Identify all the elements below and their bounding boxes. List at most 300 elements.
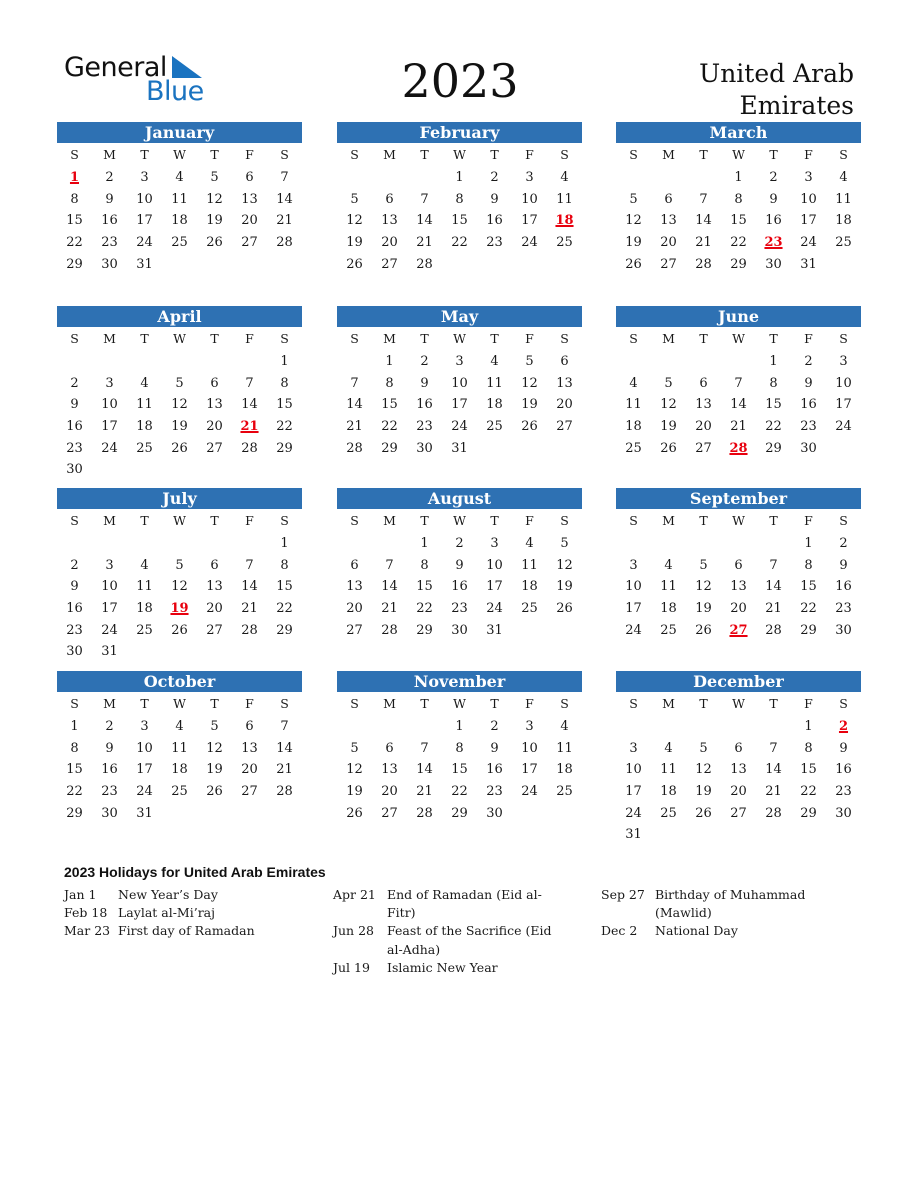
day-cell: 20 — [381, 235, 398, 251]
day-cell: 3 — [839, 354, 848, 369]
day-cell: 1 — [280, 536, 289, 551]
day-cell: 4 — [664, 557, 673, 573]
day-cell: 30 — [416, 440, 433, 456]
day-cell: 12 — [695, 579, 712, 595]
day-cell: 17 — [521, 213, 538, 229]
day-cell: 26 — [695, 622, 712, 638]
day-cell: 15 — [765, 397, 782, 413]
day-cell: 11 — [835, 191, 852, 207]
empty-cell — [127, 351, 162, 373]
day-cell: 8 — [804, 740, 813, 756]
day-cell: 23 — [486, 235, 503, 251]
day-cell: 31 — [451, 440, 468, 456]
day-cell: 3 — [629, 740, 638, 756]
holiday-date: Mar 23 — [64, 923, 111, 939]
logo-text-general: General — [64, 52, 167, 83]
general-blue-logo — [64, 50, 214, 110]
day-cell: 26 — [660, 440, 677, 456]
month-header: October — [57, 671, 302, 692]
empty-cell — [372, 716, 407, 738]
weekday-label: W — [453, 696, 466, 711]
holiday-name: First day of Ramadan — [118, 923, 255, 939]
day-cell: 26 — [556, 601, 573, 617]
day-cell: 24 — [451, 419, 468, 435]
empty-cell — [232, 533, 267, 555]
empty-cell — [372, 167, 407, 189]
empty-cell — [651, 167, 686, 189]
day-cell: 22 — [800, 784, 817, 800]
day-cell: 23 — [66, 622, 83, 638]
day-cell: 15 — [800, 579, 817, 595]
day-cell: 12 — [346, 762, 363, 778]
weekday-label: T — [210, 331, 219, 346]
day-cell: 19 — [346, 235, 363, 251]
holiday-date: Feb 18 — [64, 905, 108, 921]
day-cell: 13 — [660, 213, 677, 229]
empty-cell — [686, 351, 721, 373]
day-cell: 7 — [245, 375, 254, 391]
weekday-label: M — [383, 147, 396, 162]
month-september — [616, 488, 861, 641]
weekday-label: T — [210, 696, 219, 711]
day-cell: 29 — [800, 622, 817, 638]
empty-cell — [651, 351, 686, 373]
day-cell: 7 — [420, 191, 429, 207]
weekday-label: F — [804, 147, 813, 162]
month-october — [57, 671, 302, 824]
weekday-label: M — [662, 513, 675, 528]
day-cell: 4 — [490, 354, 499, 369]
day-cell: 26 — [346, 256, 363, 272]
day-cell: 11 — [660, 762, 677, 778]
day-cell: 14 — [765, 762, 782, 778]
day-cell: 6 — [210, 375, 219, 391]
day-cell: 9 — [490, 191, 499, 207]
month-days-grid — [57, 327, 302, 481]
day-cell: 16 — [66, 601, 83, 617]
day-cell: 9 — [804, 375, 813, 391]
weekday-label: S — [350, 331, 359, 346]
empty-cell — [232, 351, 267, 373]
month-november — [337, 671, 582, 824]
day-cell: 31 — [136, 256, 153, 272]
day-cell: 18 — [171, 213, 188, 229]
day-cell: 3 — [455, 354, 464, 369]
day-cell: 28 — [695, 256, 712, 272]
day-cell: 22 — [66, 235, 83, 251]
holiday-day-cell: 23 — [764, 235, 783, 251]
empty-cell — [337, 716, 372, 738]
empty-cell — [57, 351, 92, 373]
day-cell: 11 — [660, 579, 677, 595]
holiday-day-cell: 28 — [729, 440, 748, 456]
day-cell: 14 — [241, 397, 258, 413]
day-cell: 3 — [629, 557, 638, 573]
day-cell: 2 — [804, 354, 813, 369]
day-cell: 6 — [560, 354, 569, 369]
day-cell: 27 — [241, 784, 258, 800]
month-january — [57, 122, 302, 275]
day-cell: 17 — [625, 784, 642, 800]
weekday-label: W — [453, 147, 466, 162]
empty-cell — [197, 351, 232, 373]
day-cell: 7 — [769, 557, 778, 573]
day-cell: 1 — [70, 719, 79, 734]
weekday-label: S — [280, 331, 289, 346]
day-cell: 15 — [451, 213, 468, 229]
day-cell: 4 — [140, 375, 149, 391]
day-cell: 30 — [101, 805, 118, 821]
holidays-title: 2023 Holidays for United Arab Emirates — [64, 864, 326, 880]
day-cell: 8 — [385, 375, 394, 391]
day-cell: 8 — [280, 557, 289, 573]
day-cell: 16 — [66, 419, 83, 435]
day-cell: 8 — [734, 191, 743, 207]
day-cell: 30 — [800, 440, 817, 456]
empty-cell — [686, 533, 721, 555]
weekday-label: T — [420, 147, 429, 162]
day-cell: 20 — [695, 419, 712, 435]
empty-cell — [337, 351, 372, 373]
day-cell: 21 — [765, 784, 782, 800]
day-cell: 27 — [381, 805, 398, 821]
day-cell: 21 — [276, 213, 293, 229]
day-cell: 9 — [70, 579, 79, 595]
day-cell: 9 — [420, 375, 429, 391]
weekday-label: T — [210, 513, 219, 528]
day-cell: 18 — [625, 419, 642, 435]
empty-cell — [57, 533, 92, 555]
day-cell: 6 — [734, 557, 743, 573]
weekday-label: W — [453, 513, 466, 528]
day-cell: 22 — [276, 419, 293, 435]
weekday-label: F — [245, 147, 254, 162]
day-cell: 18 — [136, 419, 153, 435]
weekday-label: S — [629, 696, 638, 711]
day-cell: 12 — [660, 397, 677, 413]
day-cell: 9 — [105, 191, 114, 207]
day-cell: 10 — [451, 375, 468, 391]
day-cell: 3 — [140, 719, 149, 734]
day-cell: 4 — [525, 536, 534, 551]
month-header: June — [616, 306, 861, 327]
day-cell: 3 — [525, 719, 534, 734]
weekday-label: M — [662, 696, 675, 711]
weekday-label: T — [140, 513, 149, 528]
day-cell: 5 — [175, 557, 184, 573]
weekday-label: T — [420, 331, 429, 346]
day-cell: 6 — [210, 557, 219, 573]
day-cell: 18 — [660, 784, 677, 800]
holiday-date: Dec 2 — [601, 923, 638, 939]
day-cell: 23 — [486, 784, 503, 800]
day-cell: 10 — [800, 191, 817, 207]
day-cell: 9 — [839, 557, 848, 573]
day-cell: 11 — [136, 579, 153, 595]
day-cell: 8 — [455, 191, 464, 207]
day-cell: 28 — [346, 440, 363, 456]
day-cell: 17 — [800, 213, 817, 229]
day-cell: 24 — [800, 235, 817, 251]
month-header: September — [616, 488, 861, 509]
day-cell: 4 — [175, 170, 184, 185]
holiday-entry — [64, 886, 298, 904]
holiday-entry — [333, 886, 567, 922]
day-cell: 11 — [171, 740, 188, 756]
day-cell: 29 — [416, 622, 433, 638]
day-cell: 22 — [416, 601, 433, 617]
day-cell: 10 — [486, 557, 503, 573]
holiday-entry — [333, 959, 567, 977]
day-cell: 14 — [381, 579, 398, 595]
holiday-day-cell: 1 — [69, 170, 80, 185]
weekday-label: T — [490, 513, 499, 528]
day-cell: 14 — [276, 740, 293, 756]
weekday-label: T — [769, 513, 778, 528]
day-cell: 17 — [625, 601, 642, 617]
weekday-label: W — [173, 696, 186, 711]
weekday-label: S — [629, 513, 638, 528]
day-cell: 25 — [136, 440, 153, 456]
day-cell: 3 — [140, 170, 149, 185]
month-june — [616, 306, 861, 459]
day-cell: 23 — [416, 419, 433, 435]
weekday-label: T — [769, 696, 778, 711]
holiday-day-cell: 19 — [170, 601, 189, 617]
month-header: December — [616, 671, 861, 692]
day-cell: 23 — [66, 440, 83, 456]
day-cell: 28 — [765, 622, 782, 638]
day-cell: 9 — [70, 397, 79, 413]
weekday-label: F — [245, 331, 254, 346]
weekday-label: S — [839, 696, 848, 711]
day-cell: 31 — [800, 256, 817, 272]
day-cell: 22 — [800, 601, 817, 617]
day-cell: 18 — [171, 762, 188, 778]
weekday-label: W — [732, 696, 745, 711]
day-cell: 11 — [136, 397, 153, 413]
weekday-label: W — [173, 147, 186, 162]
weekday-label: S — [70, 696, 79, 711]
day-cell: 16 — [101, 213, 118, 229]
day-cell: 3 — [105, 557, 114, 573]
day-cell: 6 — [734, 740, 743, 756]
weekday-label: S — [839, 513, 848, 528]
month-days-grid — [337, 509, 582, 641]
day-cell: 1 — [420, 536, 429, 551]
empty-cell — [721, 351, 756, 373]
day-cell: 25 — [556, 784, 573, 800]
day-cell: 4 — [175, 719, 184, 734]
day-cell: 20 — [730, 601, 747, 617]
holiday-entry — [333, 922, 567, 958]
weekday-label: T — [490, 147, 499, 162]
holiday-name: End of Ramadan (Eid al-Fitr) — [387, 887, 542, 921]
day-cell: 20 — [556, 397, 573, 413]
month-header: July — [57, 488, 302, 509]
weekday-label: T — [140, 696, 149, 711]
day-cell: 30 — [66, 644, 83, 660]
day-cell: 2 — [839, 536, 848, 551]
empty-cell — [756, 716, 791, 738]
day-cell: 6 — [385, 740, 394, 756]
holiday-name: Birthday of Muhammad (Mawlid) — [655, 887, 806, 921]
day-cell: 18 — [486, 397, 503, 413]
empty-cell — [616, 351, 651, 373]
empty-cell — [756, 533, 791, 555]
weekday-label: T — [490, 696, 499, 711]
day-cell: 26 — [206, 235, 223, 251]
day-cell: 15 — [800, 762, 817, 778]
holiday-name: National Day — [655, 923, 738, 939]
day-cell: 4 — [560, 170, 569, 185]
empty-cell — [162, 351, 197, 373]
day-cell: 30 — [101, 256, 118, 272]
day-cell: 1 — [455, 719, 464, 734]
day-cell: 9 — [490, 740, 499, 756]
day-cell: 27 — [660, 256, 677, 272]
day-cell: 7 — [420, 740, 429, 756]
weekday-label: M — [103, 147, 116, 162]
month-days-grid — [337, 327, 582, 459]
day-cell: 27 — [206, 440, 223, 456]
day-cell: 26 — [625, 256, 642, 272]
day-cell: 12 — [206, 740, 223, 756]
day-cell: 14 — [765, 579, 782, 595]
day-cell: 12 — [695, 762, 712, 778]
weekday-label: F — [245, 513, 254, 528]
day-cell: 9 — [839, 740, 848, 756]
day-cell: 10 — [101, 397, 118, 413]
weekday-label: S — [629, 147, 638, 162]
day-cell: 22 — [451, 235, 468, 251]
day-cell: 31 — [136, 805, 153, 821]
day-cell: 22 — [276, 601, 293, 617]
day-cell: 28 — [241, 622, 258, 638]
weekday-label: S — [839, 331, 848, 346]
weekday-label: S — [280, 696, 289, 711]
day-cell: 24 — [136, 235, 153, 251]
day-cell: 17 — [136, 762, 153, 778]
day-cell: 21 — [765, 601, 782, 617]
day-cell: 5 — [350, 191, 359, 207]
day-cell: 20 — [730, 784, 747, 800]
day-cell: 20 — [206, 419, 223, 435]
day-cell: 17 — [486, 579, 503, 595]
day-cell: 17 — [835, 397, 852, 413]
day-cell: 26 — [206, 784, 223, 800]
month-days-grid — [57, 692, 302, 824]
day-cell: 15 — [381, 397, 398, 413]
weekday-label: F — [804, 331, 813, 346]
day-cell: 5 — [210, 170, 219, 185]
day-cell: 20 — [381, 784, 398, 800]
holiday-entry — [64, 922, 298, 940]
day-cell: 1 — [734, 170, 743, 185]
day-cell: 25 — [660, 622, 677, 638]
day-cell: 25 — [521, 601, 538, 617]
day-cell: 23 — [451, 601, 468, 617]
holidays-column — [601, 886, 865, 941]
day-cell: 21 — [276, 762, 293, 778]
day-cell: 19 — [556, 579, 573, 595]
month-days-grid — [616, 692, 861, 846]
day-cell: 21 — [241, 601, 258, 617]
month-may — [337, 306, 582, 459]
day-cell: 25 — [835, 235, 852, 251]
day-cell: 17 — [136, 213, 153, 229]
day-cell: 9 — [455, 557, 464, 573]
day-cell: 5 — [664, 375, 673, 391]
day-cell: 24 — [101, 622, 118, 638]
weekday-label: M — [383, 696, 396, 711]
day-cell: 6 — [350, 557, 359, 573]
month-march — [616, 122, 861, 275]
holiday-name: New Year’s Day — [118, 887, 218, 902]
day-cell: 18 — [660, 601, 677, 617]
day-cell: 29 — [800, 805, 817, 821]
weekday-label: M — [662, 331, 675, 346]
empty-cell — [372, 533, 407, 555]
day-cell: 19 — [695, 601, 712, 617]
day-cell: 21 — [730, 419, 747, 435]
day-cell: 23 — [835, 601, 852, 617]
empty-cell — [407, 167, 442, 189]
day-cell: 5 — [629, 191, 638, 207]
day-cell: 10 — [835, 375, 852, 391]
day-cell: 25 — [660, 805, 677, 821]
weekday-label: M — [383, 513, 396, 528]
weekday-label: T — [420, 513, 429, 528]
empty-cell — [127, 533, 162, 555]
month-december — [616, 671, 861, 846]
weekday-label: S — [70, 147, 79, 162]
day-cell: 29 — [730, 256, 747, 272]
day-cell: 13 — [556, 375, 573, 391]
day-cell: 24 — [521, 235, 538, 251]
day-cell: 5 — [560, 536, 569, 551]
day-cell: 20 — [346, 601, 363, 617]
day-cell: 28 — [276, 235, 293, 251]
day-cell: 19 — [625, 235, 642, 251]
weekday-label: M — [662, 147, 675, 162]
day-cell: 16 — [835, 579, 852, 595]
day-cell: 3 — [490, 536, 499, 551]
weekday-label: T — [140, 331, 149, 346]
day-cell: 31 — [101, 644, 118, 660]
day-cell: 7 — [280, 719, 289, 734]
weekday-label: W — [732, 331, 745, 346]
day-cell: 30 — [486, 805, 503, 821]
day-cell: 25 — [171, 784, 188, 800]
day-cell: 26 — [171, 622, 188, 638]
weekday-label: T — [769, 331, 778, 346]
day-cell: 15 — [66, 762, 83, 778]
day-cell: 26 — [521, 419, 538, 435]
day-cell: 12 — [521, 375, 538, 391]
weekday-label: T — [420, 696, 429, 711]
day-cell: 25 — [171, 235, 188, 251]
day-cell: 18 — [835, 213, 852, 229]
empty-cell — [337, 533, 372, 555]
holiday-entry — [64, 904, 298, 922]
day-cell: 30 — [451, 622, 468, 638]
day-cell: 2 — [105, 170, 114, 185]
day-cell: 28 — [241, 440, 258, 456]
holiday-entry — [601, 922, 865, 940]
day-cell: 11 — [556, 191, 573, 207]
day-cell: 22 — [765, 419, 782, 435]
